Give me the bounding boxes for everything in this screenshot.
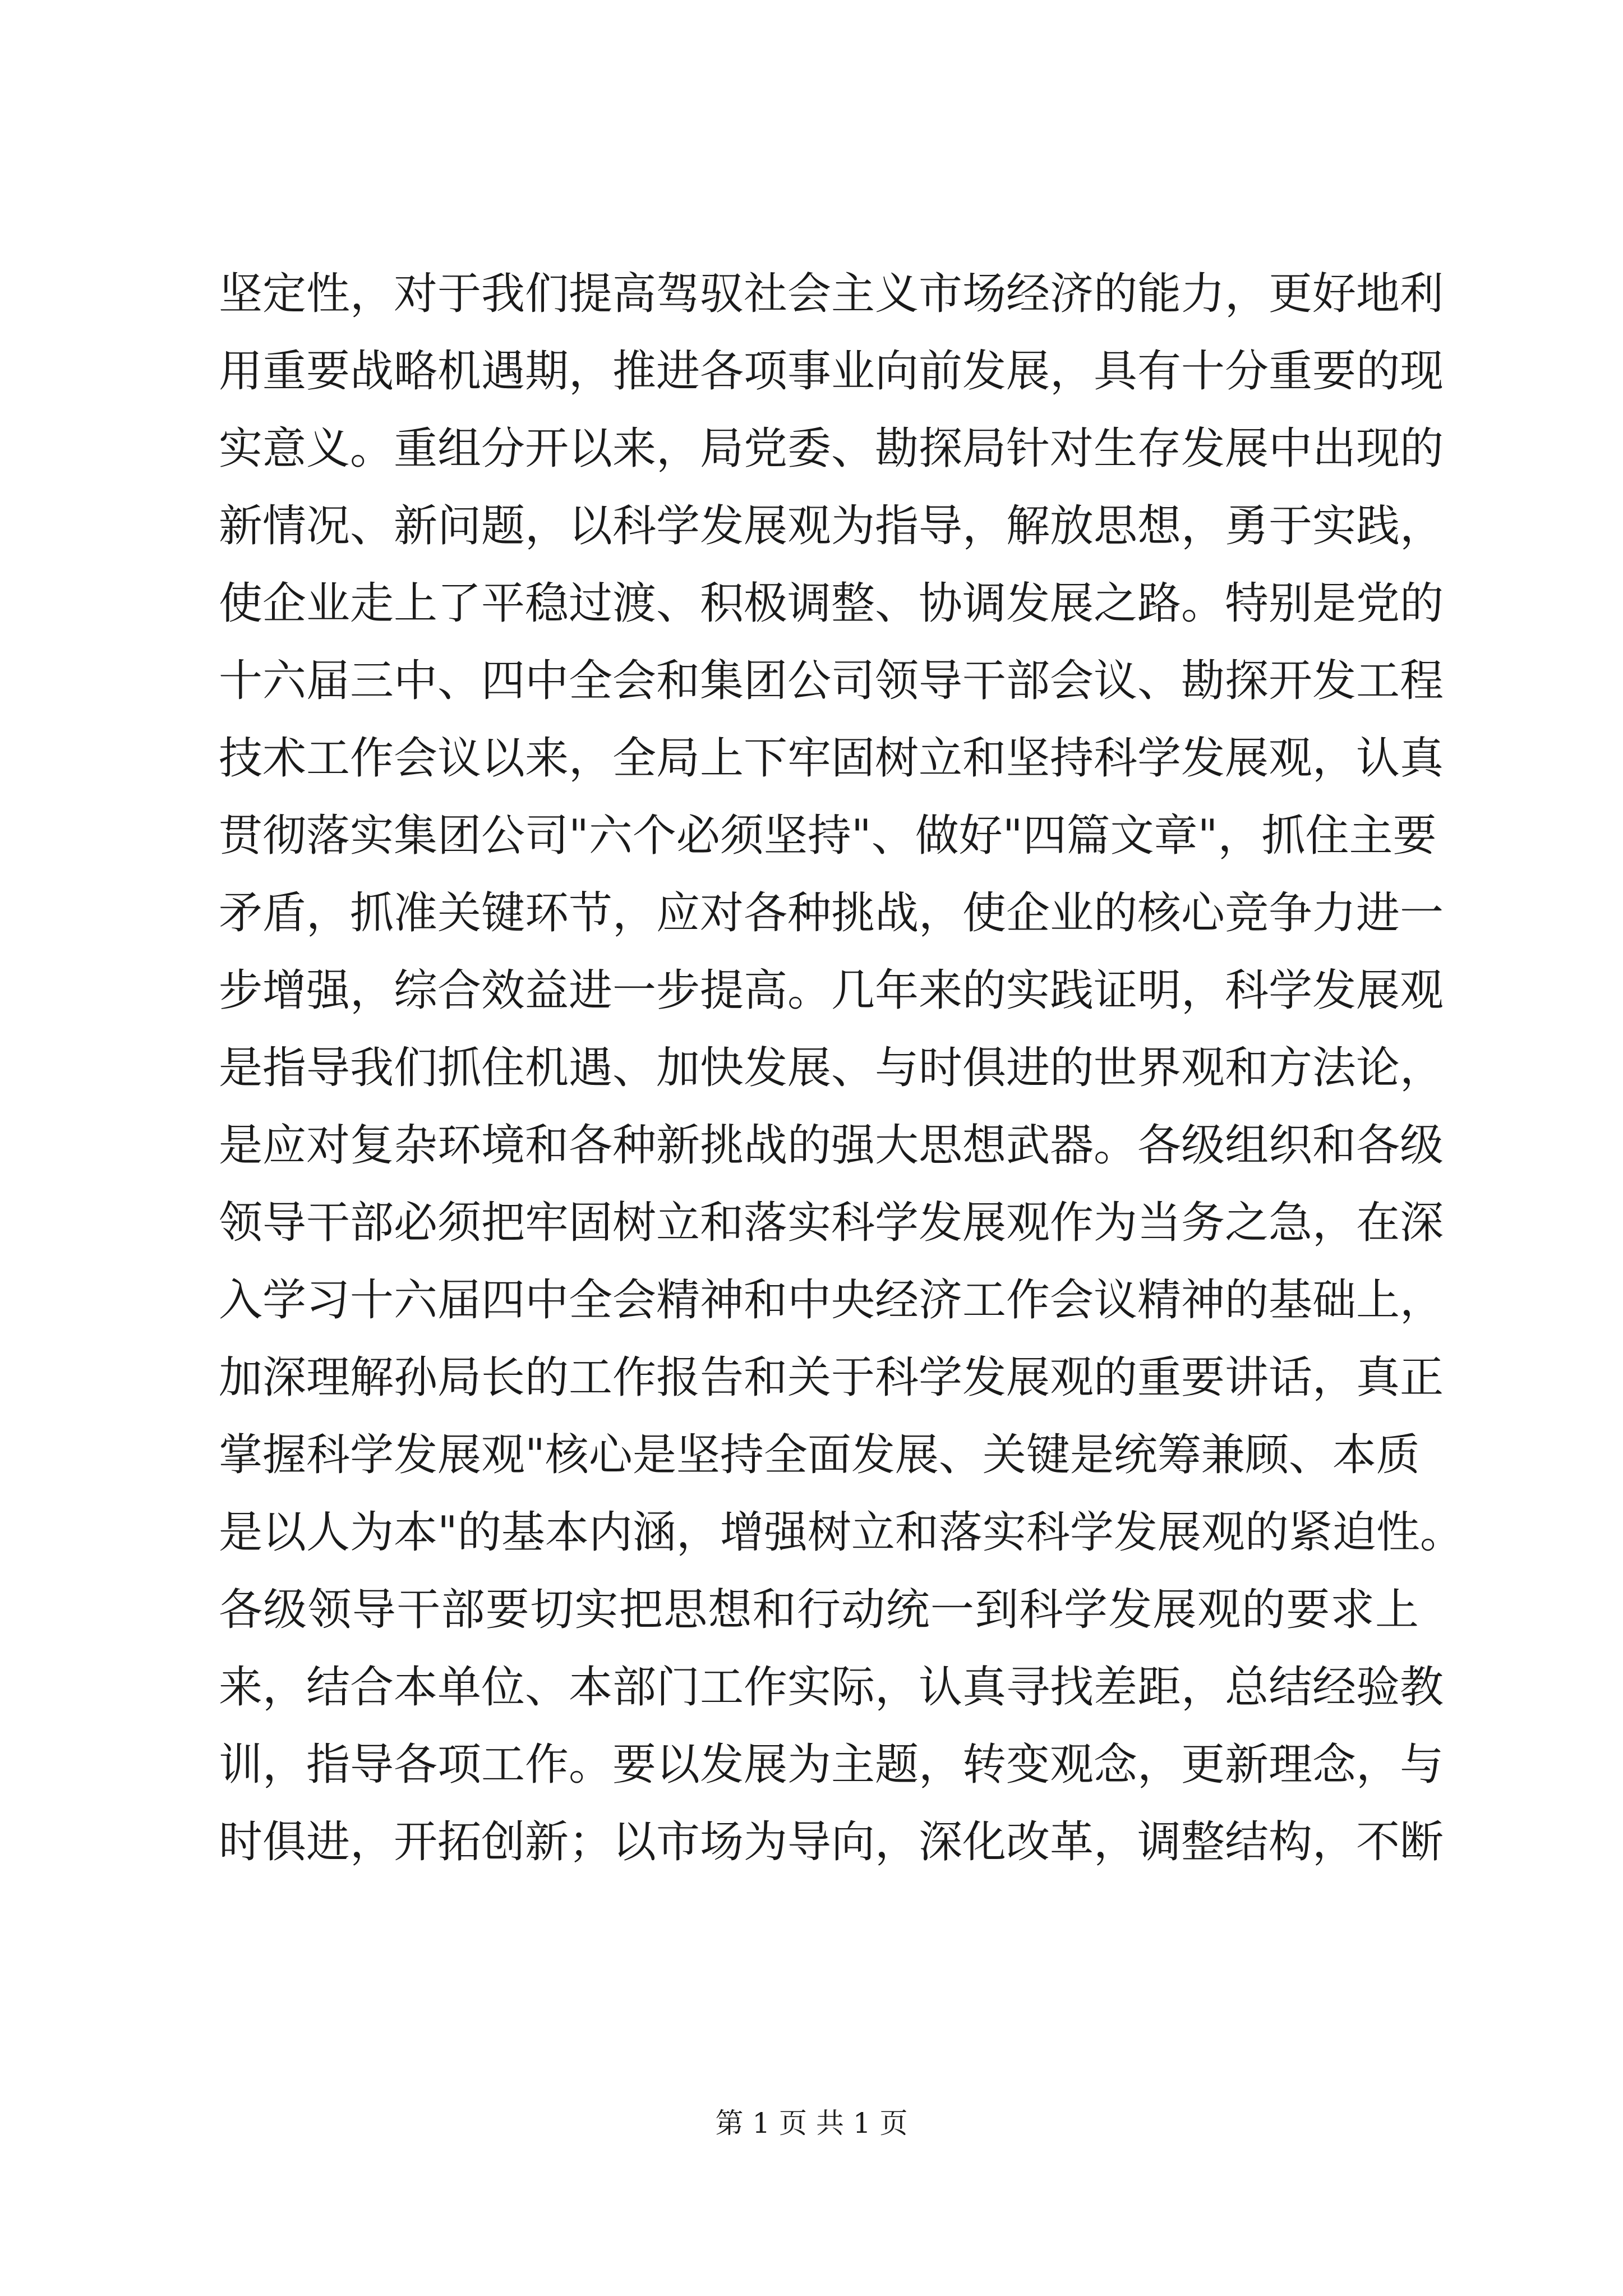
text-line: 贯彻落实集团公司"六个必须坚持"、做好"四篇文章"，抓住主要 [219,811,1437,861]
text-line: 使企业走上了平稳过渡、积极调整、协调发展之路。特别是党的 [219,578,1444,629]
text-line: 实意义。重组分开以来，局党委、勘探局针对生存发展中出现的 [219,424,1444,474]
text-line: 来，结合本单位、本部门工作实际，认真寻找差距，总结经验教 [219,1662,1444,1713]
text-line: 矛盾，抓准关键环节，应对各种挑战，使企业的核心竞争力进一 [219,888,1444,938]
text-line: 是指导我们抓住机遇、加快发展、与时俱进的世界观和方法论， [219,1043,1444,1093]
text-line: 坚定性，对于我们提高驾驭社会主义市场经济的能力，更好地利 [219,269,1444,319]
text-line: 十六届三中、四中全会和集团公司领导干部会议、勘探开发工程 [219,656,1444,706]
text-line: 训，指导各项工作。要以发展为主题，转变观念，更新理念，与 [219,1740,1444,1790]
text-line: 加深理解孙局长的工作报告和关于科学发展观的重要讲话，真正 [219,1352,1444,1403]
text-line: 是以人为本"的基本内涵，增强树立和落实科学发展观的紧迫性。 [219,1507,1464,1558]
text-line: 入学习十六届四中全会精神和中央经济工作会议精神的基础上， [219,1275,1444,1326]
text-line: 是应对复杂环境和各种新挑战的强大思想武器。各级组织和各级 [219,1120,1444,1171]
body-paragraph [219,255,1464,1881]
text-line: 新情况、新问题，以科学发展观为指导，解放思想，勇于实践， [219,501,1444,551]
page-footer: 第 1 页 共 1 页 [715,2107,908,2139]
text-line: 时俱进，开拓创新；以市场为导向，深化改革，调整结构，不断 [219,1817,1444,1867]
text-line: 领导干部必须把牢固树立和落实科学发展观作为当务之急，在深 [219,1198,1444,1248]
text-line: 用重要战略机遇期，推进各项事业向前发展，具有十分重要的现 [219,346,1444,397]
text-line: 各级领导干部要切实把思想和行动统一到科学发展观的要求上 [219,1585,1419,1635]
text-line: 掌握科学发展观"核心是坚持全面发展、关键是统筹兼顾、本质 [219,1430,1420,1480]
text-line: 技术工作会议以来，全局上下牢固树立和坚持科学发展观，认真 [219,733,1444,784]
text-line: 步增强，综合效益进一步提高。几年来的实践证明，科学发展观 [219,965,1444,1016]
